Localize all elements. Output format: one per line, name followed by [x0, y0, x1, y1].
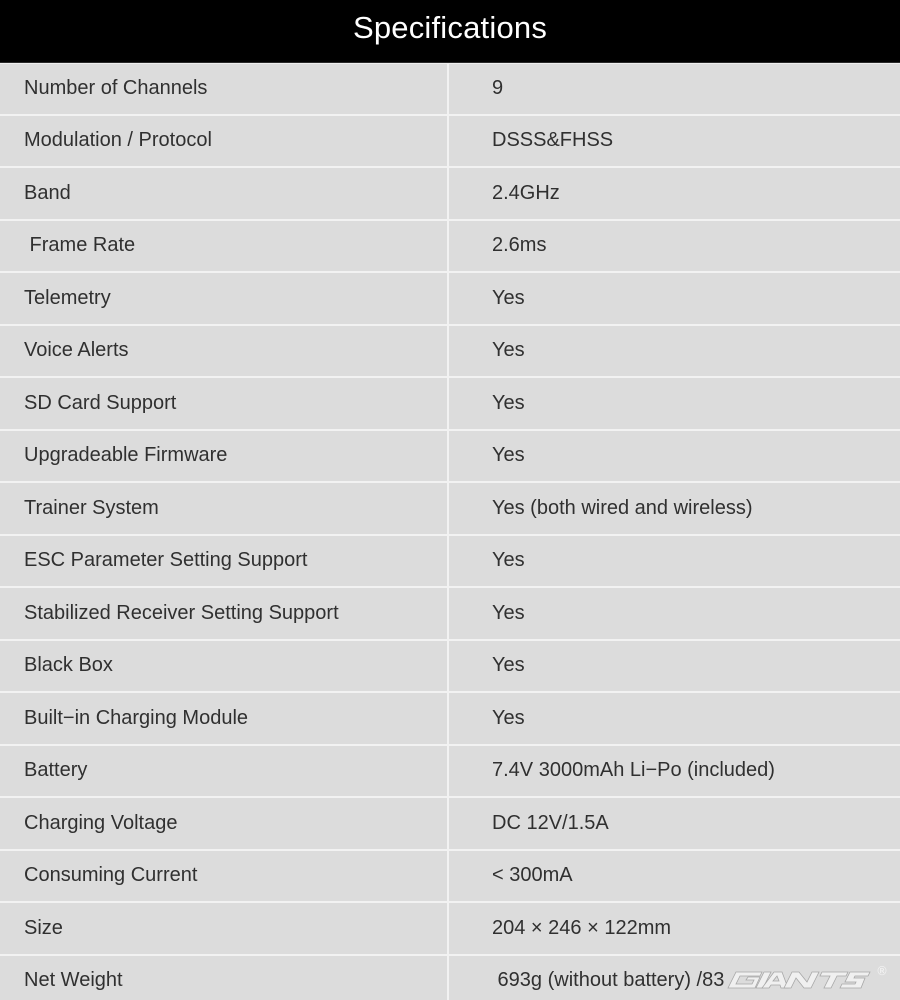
spec-value: 2.6ms	[492, 234, 547, 257]
spec-value: Yes (both wired and wireless)	[492, 496, 753, 519]
spec-row	[0, 903, 900, 956]
registered-mark: ®	[876, 964, 888, 978]
spec-value: DSSS&FHSS	[492, 129, 614, 152]
spec-row	[0, 378, 900, 431]
spec-label: Battery	[0, 746, 449, 797]
spec-label: ESC Parameter Setting Support	[0, 536, 449, 587]
spec-label: Consuming Current	[0, 851, 449, 902]
spec-row	[0, 273, 900, 326]
spec-label: Trainer System	[0, 483, 449, 534]
spec-row	[0, 693, 900, 746]
spec-table	[0, 63, 900, 1000]
spec-row	[0, 641, 900, 694]
spec-label: Telemetry	[0, 273, 449, 324]
spec-value: Yes	[492, 339, 525, 362]
spec-value: 7.4V 3000mAh Li−Po (included)	[492, 759, 775, 782]
spec-label: Voice Alerts	[0, 326, 449, 377]
watermark	[722, 964, 888, 992]
spec-value: 204 × 246 × 122mm	[492, 916, 672, 939]
spec-header	[0, 0, 900, 63]
spec-row	[0, 851, 900, 904]
spec-label: Built−in Charging Module	[0, 693, 449, 744]
spec-value: Yes	[492, 286, 525, 309]
spec-value: Yes	[492, 601, 525, 624]
spec-label: Black Box	[0, 641, 449, 692]
spec-row	[0, 221, 900, 274]
spec-label: Frame Rate	[0, 221, 449, 272]
spec-row	[0, 326, 900, 379]
spec-row	[0, 116, 900, 169]
spec-row	[0, 588, 900, 641]
spec-label: SD Card Support	[0, 378, 449, 429]
spec-label: Modulation / Protocol	[0, 116, 449, 167]
spec-value: DC 12V/1.5A	[492, 811, 609, 834]
spec-value: Yes	[492, 444, 525, 467]
spec-value: Yes	[492, 549, 525, 572]
spec-label: Band	[0, 168, 449, 219]
spec-value: 693g (without battery) /83	[492, 969, 725, 992]
page-title: Specifications	[352, 10, 548, 45]
spec-row	[0, 431, 900, 484]
spec-value: Yes	[492, 391, 525, 414]
spec-label: Size	[0, 903, 449, 954]
spec-row	[0, 168, 900, 221]
spec-value: 9	[492, 77, 504, 100]
spec-row	[0, 798, 900, 851]
spec-row	[0, 746, 900, 799]
spec-value: 2.4GHz	[492, 181, 560, 204]
spec-row	[0, 536, 900, 589]
spec-row	[0, 63, 900, 116]
spec-label: Upgradeable Firmware	[0, 431, 449, 482]
spec-label: Number of Channels	[0, 64, 449, 114]
spec-value: Yes	[492, 706, 525, 729]
brand-logo-icon	[722, 968, 872, 992]
spec-row	[0, 483, 900, 536]
spec-value: < 300mA	[492, 864, 573, 887]
spec-label: Charging Voltage	[0, 798, 449, 849]
spec-value: Yes	[492, 654, 525, 677]
spec-label: Stabilized Receiver Setting Support	[0, 588, 449, 639]
spec-label: Net Weight	[0, 956, 449, 1000]
